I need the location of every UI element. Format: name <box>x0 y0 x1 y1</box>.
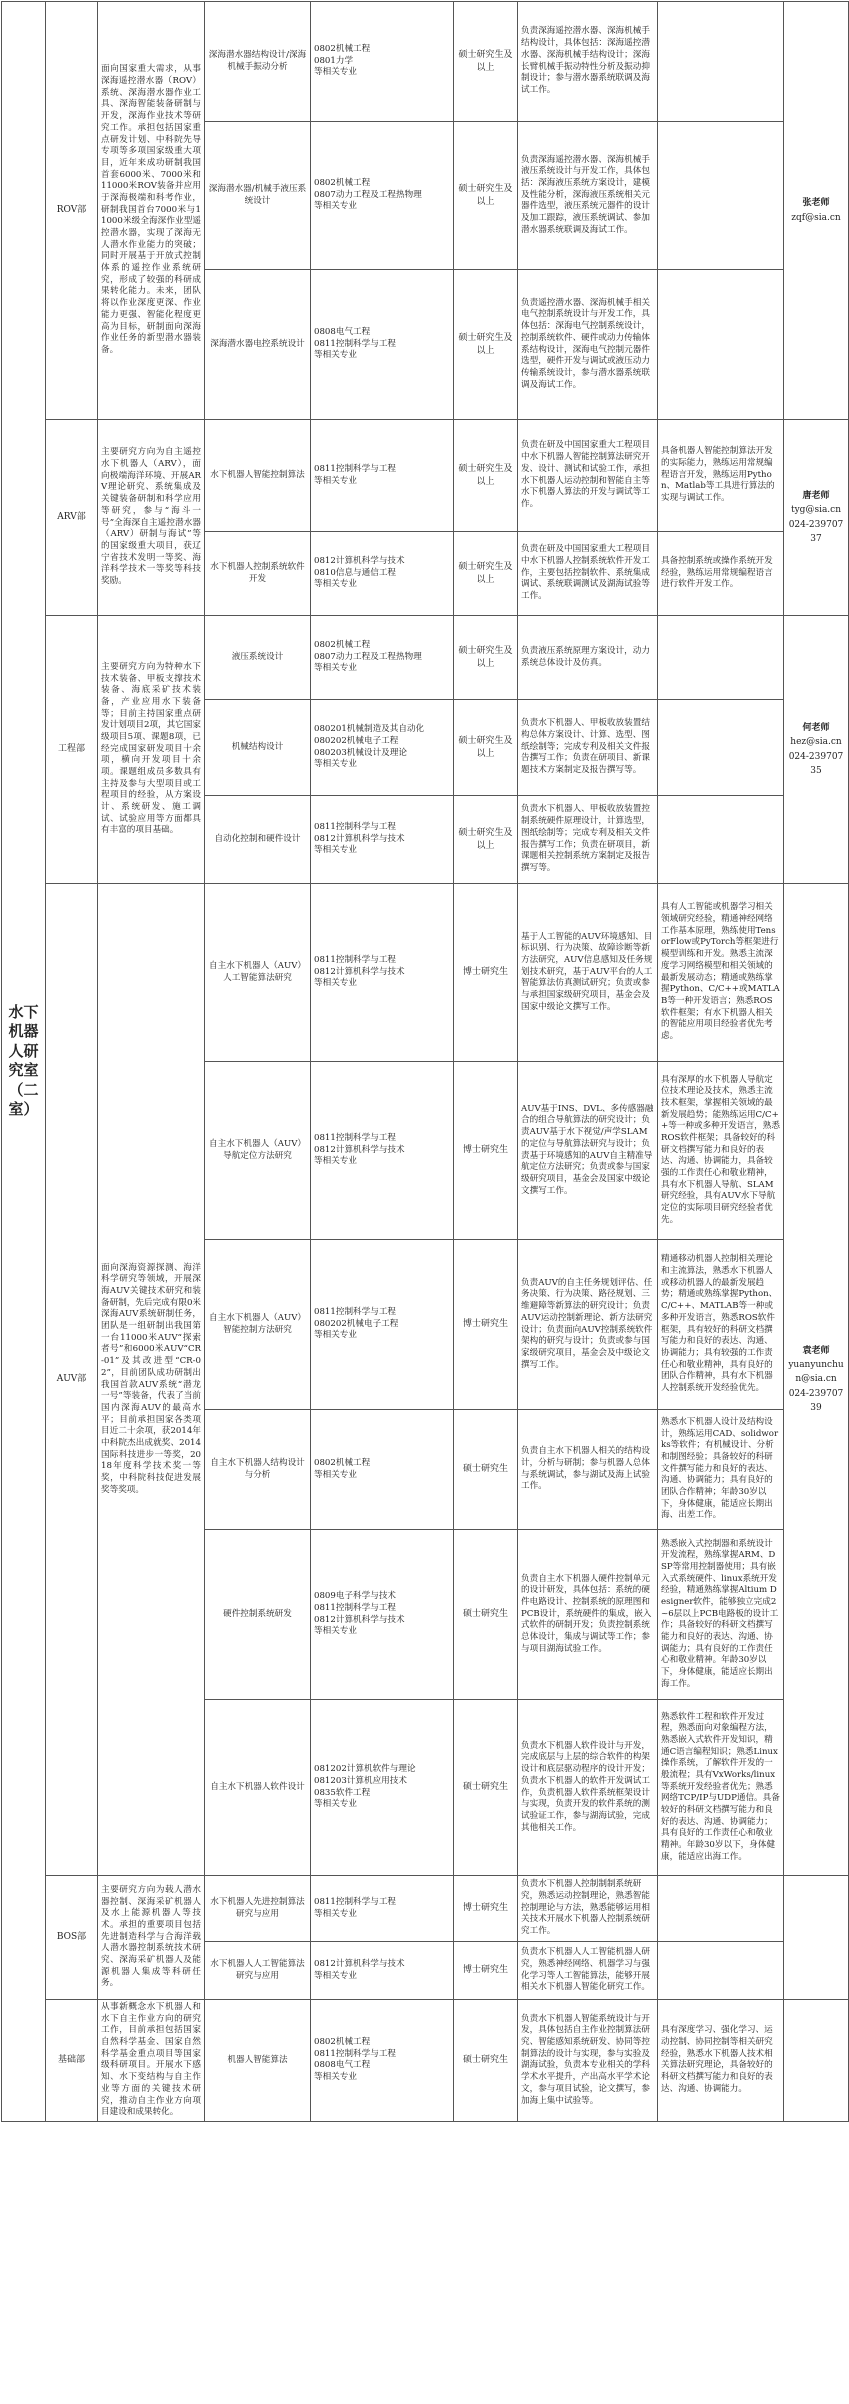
degree-requirement: 硕士研究生 <box>454 2000 518 2122</box>
major-requirement: 0809电子科学与技术 0811控制科学与工程 0812计算机科学与技术 等相关专业 <box>311 1530 454 1700</box>
job-requirement: 熟悉软件工程和软件开发过程，熟悉面向对象编程方法，熟悉嵌入式软件开发知识，精通C语言编程知识；熟悉Linux操作系统，了解软件开发的一般流程；具有VxWorks/linux等系统开发经验者优先；熟悉网络TCP/IP与UDP通信。具备较好的科研文档撰写能力和良好的表达、沟通、协调能力；具有良好的工作责任心和敬业精神。年龄30岁以下，身体健康，能适应出海工作。 <box>658 1700 784 1876</box>
job-duty: 基于人工智能的AUV环境感知、目标识别、行为决策、故障诊断等新方法研究，AUV信息感知及任务规划技术研究，基于AUV平台的人工智能算法仿真测试研究；负责或参与承担国家级研究项目，基金会及国家中级论文撰写工作。 <box>518 884 658 1062</box>
job-requirement <box>658 122 784 270</box>
degree-requirement: 硕士研究生及以上 <box>454 532 518 616</box>
job-duty: 负责水下机器人人工智能机器人研究，熟悉神经网络、机器学习与强化学习等人工智能算法，能够开展相关水下机器人智能化研究工作。 <box>518 1942 658 2000</box>
contact-phone: 024-23970737 <box>788 519 844 544</box>
major-requirement: 081202计算机软件与理论 081203计算机应用技术 0835软件工程 等相关专业 <box>311 1700 454 1876</box>
degree-requirement: 硕士研究生 <box>454 1530 518 1700</box>
research-direction: 自主水下机器人（AUV）导航定位方法研究 <box>205 1062 311 1240</box>
contact-name: 张老师 <box>802 198 830 209</box>
major-requirement: 0812计算机科学与技术 0810信息与通信工程 等相关专业 <box>311 532 454 616</box>
major-requirement: 0802机械工程 等相关专业 <box>311 1410 454 1530</box>
job-duty: 负责自主水下机器人硬件控制单元的设计研发，具体包括：系统的硬件电路设计、控制系统的原理图和PCB设计，系统硬件的集成，嵌入式软件的研制开发；负责控制系统总体设计，集成与调试等工作；参与项目湖海试验工作。 <box>518 1530 658 1700</box>
degree-requirement: 博士研究生 <box>454 1062 518 1240</box>
degree-requirement: 硕士研究生 <box>454 1700 518 1876</box>
job-duty: 负责水下机器人、甲板收放装置结构总体方案设计、计算、选型、图纸绘制等；完成专利及相关文件报告撰写工作；负责在研项目、新课题技术方案制定及报告撰写等。 <box>518 700 658 796</box>
research-direction: 深海潜水器/机械手液压系统设计 <box>205 122 311 270</box>
job-requirement <box>658 1876 784 1942</box>
job-duty: 负责水下机器人、甲板收放装置控制系统硬件原理设计，计算选型，图纸绘制等；完成专利及相关文件报告撰写工作；负责在研项目，新课题相关控制系统方案制定及报告撰写等。 <box>518 796 658 884</box>
major-requirement: 0802机械工程 0807动力工程及工程热物理 等相关专业 <box>311 122 454 270</box>
job-requirement <box>658 1942 784 2000</box>
dept-name: ARV部 <box>46 420 98 616</box>
research-direction: 自主水下机器人结构设计与分析 <box>205 1410 311 1530</box>
degree-requirement: 博士研究生 <box>454 884 518 1062</box>
contact-name: 唐老师 <box>802 490 830 501</box>
major-requirement: 0811控制科学与工程 等相关专业 <box>311 1876 454 1942</box>
degree-requirement: 硕士研究生及以上 <box>454 796 518 884</box>
contact-bos <box>784 1876 849 2000</box>
job-requirement: 熟悉水下机器人设计及结构设计，熟练运用CAD、solidworks等软件；有机械设计、分析和制图经验；具备较好的科研文件撰写能力和良好的表达、沟通、协调能力；具有良好的团队合作精神；年龄30岁以下，身体健康，能适应长期出海、出差工作。 <box>658 1410 784 1530</box>
contact-auv <box>784 884 849 1876</box>
dept-name: BOS部 <box>46 1876 98 2000</box>
research-direction: 自动化控制和硬件设计 <box>205 796 311 884</box>
job-requirement: 精通移动机器人控制相关理论和主流算法，熟悉水下机器人或移动机器人的最新发展趋势；精通或熟练掌握Python、C/C++、MATLAB等一种或多种开发语言，熟悉ROS软件框架，具有较好的科研文档撰写能力和良好的表达、沟通、协调能力；具有较强的工作责任心和敬业精神，具有良好的团队合作精神，具有水下机器人控制系统开发经验优先。 <box>658 1240 784 1410</box>
recruitment-table <box>1 1 849 2122</box>
major-requirement: 0811控制科学与工程 0812计算机科学与技术 等相关专业 <box>311 884 454 1062</box>
contact-name: 何老师 <box>802 722 830 733</box>
degree-requirement: 硕士研究生及以上 <box>454 2 518 122</box>
dept-intro: 主要研究方向为自主遥控水下机器人（ARV），面向极端海洋环境、开展ARV理论研究、系统集成及关键装备研制和科学应用等研究，参与“海斗一号”全海深自主遥控潜水器（ARV）研制与海试”等的国家级重大项目，获辽宁省技术发明一等奖、海洋科学技术一等奖等科技奖励。 <box>98 420 205 616</box>
dept-intro: 主要研究方向为载人潜水器控制、深海采矿机器人及水上能源机器人等技术。承担的重要项目包括先进制造科学与合海洋载人潜水器控制系统技术研究、深海采矿机器人及能源机器人集成等科研任务。 <box>98 1876 205 2000</box>
contact-email: hez@sia.cn <box>790 737 842 748</box>
major-requirement: 0811控制科学与工程 0812计算机科学与技术 等相关专业 <box>311 796 454 884</box>
degree-requirement: 博士研究生 <box>454 1876 518 1942</box>
degree-requirement: 硕士研究生及以上 <box>454 122 518 270</box>
job-duty: 负责在研及中国国家重大工程项目中水下机器人智能控制算法研究开发、设计、测试和试验工作，承担水下机器人运动控制和智能自主等水下机器人算法的开发与调试等工作。 <box>518 420 658 532</box>
dept-name: 工程部 <box>46 616 98 884</box>
research-direction: 深海潜水器电控系统设计 <box>205 270 311 420</box>
dept-intro: 面向国家重大需求，从事深海遥控潜水器（ROV）系统、深海潜水器作业工具、深海智能装备研制与开发，深海作业技术等研究工作。承担包括国家重点研发计划、中科院先导专项等多项国家级重大项目，近年来成功研制我国首套6000米、7000米和11000米ROV装备并应用于深海极端和科考作业，研制我国首台7000米与11000米级全海深作业型遥控潜水器，实现了深海无人潜水作业能力的突破；同时开展基于开放式控制体系的遥控作业系统研究，形成了较强的科研成果转化能力。未来，团队将以作业深度更深、作业能力更强、智能化程度更高为目标，研制面向深海作业任务的新型潜水器装备。 <box>98 2 205 420</box>
research-direction: 机器人智能算法 <box>205 2000 311 2122</box>
major-requirement: 0811控制科学与工程 0812计算机科学与技术 等相关专业 <box>311 1062 454 1240</box>
degree-requirement: 硕士研究生及以上 <box>454 420 518 532</box>
dept-intro: 主要研究方向为特种水下技术装备、甲板支撑技术装备、海底采矿技术装备，产业应用水下装备等；目前主持国家重点研发计划项目2项，其它国家级项目5项、课题8项，已经完成国家研发项目十余项，横向开发项目十余项。课题组成员多数具有主持及参与大型项目或工程项目的经验，从方案设计、系统研发、施工调试、试验应用等方面都具有丰富的项目基础。 <box>98 616 205 884</box>
job-requirement <box>658 700 784 796</box>
job-requirement: 具有人工智能或机器学习相关领域研究经验，精通神经网络工作基本原理，熟练使用TensorFlow或PyTorch等框架进行模型训练和开发。熟悉主流深度学习网络模型和相关领域的最新发展动态；精通或熟练掌握Python、C/C++或MATLAB等一种开发语言；熟悉ROS软件框架；有水下机器人相关的智能应用项目经验者优先考虑。 <box>658 884 784 1062</box>
degree-requirement: 博士研究生 <box>454 1942 518 2000</box>
job-duty: 负责在研及中国国家重大工程项目中水下机器人控制系统软件开发工作，主要包括控制软件、系统集成调试、系统联调测试及湖海试验等工作。 <box>518 532 658 616</box>
job-duty: 负责AUV的自主任务规划评估、任务决策、行为决策、路径规划、三维避障等新算法的研究设计；负责AUV运动控制新理论、新方法研究设计；负责面向AUV控制系统软件架构的研究与设计；负责或参与国家级研究项目，基金会及中级论文撰写工作。 <box>518 1240 658 1410</box>
contact-email: yuanyunchun@sia.cn <box>788 1359 844 1385</box>
job-duty: 负责深海遥控潜水器、深海机械手结构设计，具体包括：深海遥控潜水器、深海机械手结构设计；深海长臂机械手振动特性分析及振动抑制设计；参与潜水器系统联调及海试工作。 <box>518 2 658 122</box>
job-duty: AUV基于INS、DVL、多传感器融合的组合导航算法的研究设计；负责AUV基于水下视觉/声学SLAM的定位与导航算法研究与设计；负责基于环境感知的AUV自主精准导航定位方法研究；负责或参与国家级研究项目，基金会及国家中级论文撰写工作。 <box>518 1062 658 1240</box>
research-direction: 自主水下机器人（AUV）人工智能算法研究 <box>205 884 311 1062</box>
contact-arv <box>784 420 849 616</box>
job-requirement: 具备控制系统或操作系统开发经验，熟练运用常规编程语言进行软件开发工作。 <box>658 532 784 616</box>
job-requirement <box>658 796 784 884</box>
degree-requirement: 硕士研究生及以上 <box>454 700 518 796</box>
research-direction: 自主水下机器人（AUV）智能控制方法研究 <box>205 1240 311 1410</box>
research-direction: 水下机器人人工智能算法研究与应用 <box>205 1942 311 2000</box>
research-direction: 机械结构设计 <box>205 700 311 796</box>
contact-email: zqf@sia.cn <box>791 212 841 223</box>
job-duty: 负责深海遥控潜水器、深海机械手液压系统设计与开发工作，具体包括：深海液压系统方案设计，建模及性能分析，深海液压系统相关元器件选型，液压系统元器件的设计及加工跟踪，液压系统调试、参加潜水器系统联调及海试工作。 <box>518 122 658 270</box>
research-direction: 深海潜水器结构设计/深海机械手振动分析 <box>205 2 311 122</box>
degree-requirement: 博士研究生 <box>454 1240 518 1410</box>
research-direction: 水下机器人智能控制算法 <box>205 420 311 532</box>
dept-name: 基础部 <box>46 2000 98 2122</box>
contact-phone: 024-23970739 <box>788 1388 844 1414</box>
research-direction: 水下机器人先进控制算法研究与应用 <box>205 1876 311 1942</box>
major-requirement: 0808电气工程 0811控制科学与工程 等相关专业 <box>311 270 454 420</box>
major-requirement: 0811控制科学与工程 080202机械电子工程 等相关专业 <box>311 1240 454 1410</box>
job-duty: 负责水下机器人软件设计与开发，完成底层与上层的综合软件的构架设计和底层驱动程序的设计开发；负责水下机器人的软件开发调试工作，负责机器人软件系统框架设计与实现，负责开发的软件系统的测试验证工作，参与湖海试验，完成其他相关工作。 <box>518 1700 658 1876</box>
research-direction: 液压系统设计 <box>205 616 311 700</box>
major-requirement: 0812计算机科学与技术 等相关专业 <box>311 1942 454 2000</box>
institute-name: 水下机器人研究室（二室） <box>2 2 46 2122</box>
job-requirement <box>658 616 784 700</box>
dept-intro: 从事新概念水下机器人和水下自主作业方向的研究工作，目前承担包括国家自然科学基金、国家自然科学基金重点项目等国家级科研项目。开展水下感知、水下变结构与自主作业等方面的关键技术研究，推动自主作业方向项目建设和成果转化。 <box>98 2000 205 2122</box>
job-requirement: 熟悉嵌入式控制器和系统设计开发流程，熟练掌握ARM、DSP等常用控制器使用；具有嵌入式系统硬件、linux系统开发经验，精通熟练掌握Altium Designer软件，能够独立完成2~6层以上PCB电路板的设计工作；具备较好的科研文档撰写能力和良好的表达、沟通、协调能力；具有良好的工作责任心和敬业精神。年龄30岁以下，身体健康，能适应长期出海工作。 <box>658 1530 784 1700</box>
research-direction: 水下机器人控制系统软件开发 <box>205 532 311 616</box>
research-direction: 硬件控制系统研发 <box>205 1530 311 1700</box>
contact-eng <box>784 616 849 884</box>
major-requirement: 0811控制科学与工程 等相关专业 <box>311 420 454 532</box>
contact-phone: 024-23970735 <box>788 751 844 776</box>
job-duty: 负责水下机器人智能系统设计与开发，具体包括自主作业控制算法研究、智能感知系统研发、协同等控制算法的设计与实现，参与实验及湖海试验，负责本专业相关的学科学术水平提升，产出高水平学术论文，参与项目试验，论文撰写，参加海上集中试验等。 <box>518 2000 658 2122</box>
job-requirement: 具备机器人智能控制算法开发的实际能力，熟练运用常规编程语言开发，熟练运用Python、Matlab等工具进行算法的实现与调试工作。 <box>658 420 784 532</box>
contact-basic <box>784 2000 849 2122</box>
contact-email: tyg@sia.cn <box>790 505 842 516</box>
job-requirement <box>658 2 784 122</box>
contact-name: 袁老师 <box>802 1345 830 1356</box>
degree-requirement: 硕士研究生及以上 <box>454 270 518 420</box>
major-requirement: 0802机械工程 0801力学 等相关专业 <box>311 2 454 122</box>
major-requirement: 0802机械工程 0807动力工程及工程热物理 等相关专业 <box>311 616 454 700</box>
dept-intro: 面向深海资源探测、海洋科学研究等领域，开展深海AUV关键技术研究和装备研制，先后完成有限0米深海AUV系统研制任务，团队是一组研制出我国第一台11000米AUV“探索者号”和6000米AUV“CR-01”及其改进型“CR-02”，目前团队成功研制出我国首款AUV系统“潜龙一号”等装备，代表了当前国内深海AUV的最高水平；目前承担国家各类项目近二十余项，获2014年中科院杰出成就奖、2014国际科技进步一等奖，2018年度科学技术奖一等奖，中科院科技促进发展奖等奖项。 <box>98 884 205 1876</box>
job-duty: 负责水下机器人控制制制系统研究，熟悉运动控制理论，熟悉智能控制理论与方法，熟悉能够运用相关技术开展水下机器人控制系统研究工作。 <box>518 1876 658 1942</box>
dept-name: AUV部 <box>46 884 98 1876</box>
major-requirement: 080201机械制造及其自动化 080202机械电子工程 080203机械设计及理论 等相关专业 <box>311 700 454 796</box>
dept-name: ROV部 <box>46 2 98 420</box>
degree-requirement: 硕士研究生 <box>454 1410 518 1530</box>
job-requirement <box>658 270 784 420</box>
contact-rov <box>784 2 849 420</box>
job-duty: 负责遥控潜水器、深海机械手相关电气控制系统设计与开发工作，具体包括：深海电气控制系统设计，控制系统软件、硬件或动力传输体系结构设计，深海电气控制元器件选型，硬件开发与调试或液压动力传输系统设计，参与潜水器系统联调及海试工作。 <box>518 270 658 420</box>
job-requirement: 具有深度学习、强化学习、运动控制、协同控制等相关研究经验，熟悉水下机器人技术相关算法研究理论，具备较好的科研文档撰写能力和良好的表达、沟通、协调能力。 <box>658 2000 784 2122</box>
major-requirement: 0802机械工程 0811控制科学与工程 0808电气工程 等相关专业 <box>311 2000 454 2122</box>
job-duty: 负责液压系统原理方案设计，动力系统总体设计及仿真。 <box>518 616 658 700</box>
degree-requirement: 硕士研究生及以上 <box>454 616 518 700</box>
job-duty: 负责自主水下机器人相关的结构设计，分析与研制；参与机器人总体与系统调试，参与湖试及海上试验工作。 <box>518 1410 658 1530</box>
job-requirement: 具有深厚的水下机器人导航定位技术理论及技术，熟悉主流技术框架，掌握相关领域的最新发展趋势；能熟练运用C/C++等一种或多种开发语言，熟悉ROS软件框架；具备较好的科研文档撰写能力和良好的表达、沟通、协调能力，具备较强的工作责任心和敬业精神，具有水下机器人导航、SLAM研究经验，具有AUV水下导航定位的实际项目研究经验者优先。 <box>658 1062 784 1240</box>
research-direction: 自主水下机器人软件设计 <box>205 1700 311 1876</box>
